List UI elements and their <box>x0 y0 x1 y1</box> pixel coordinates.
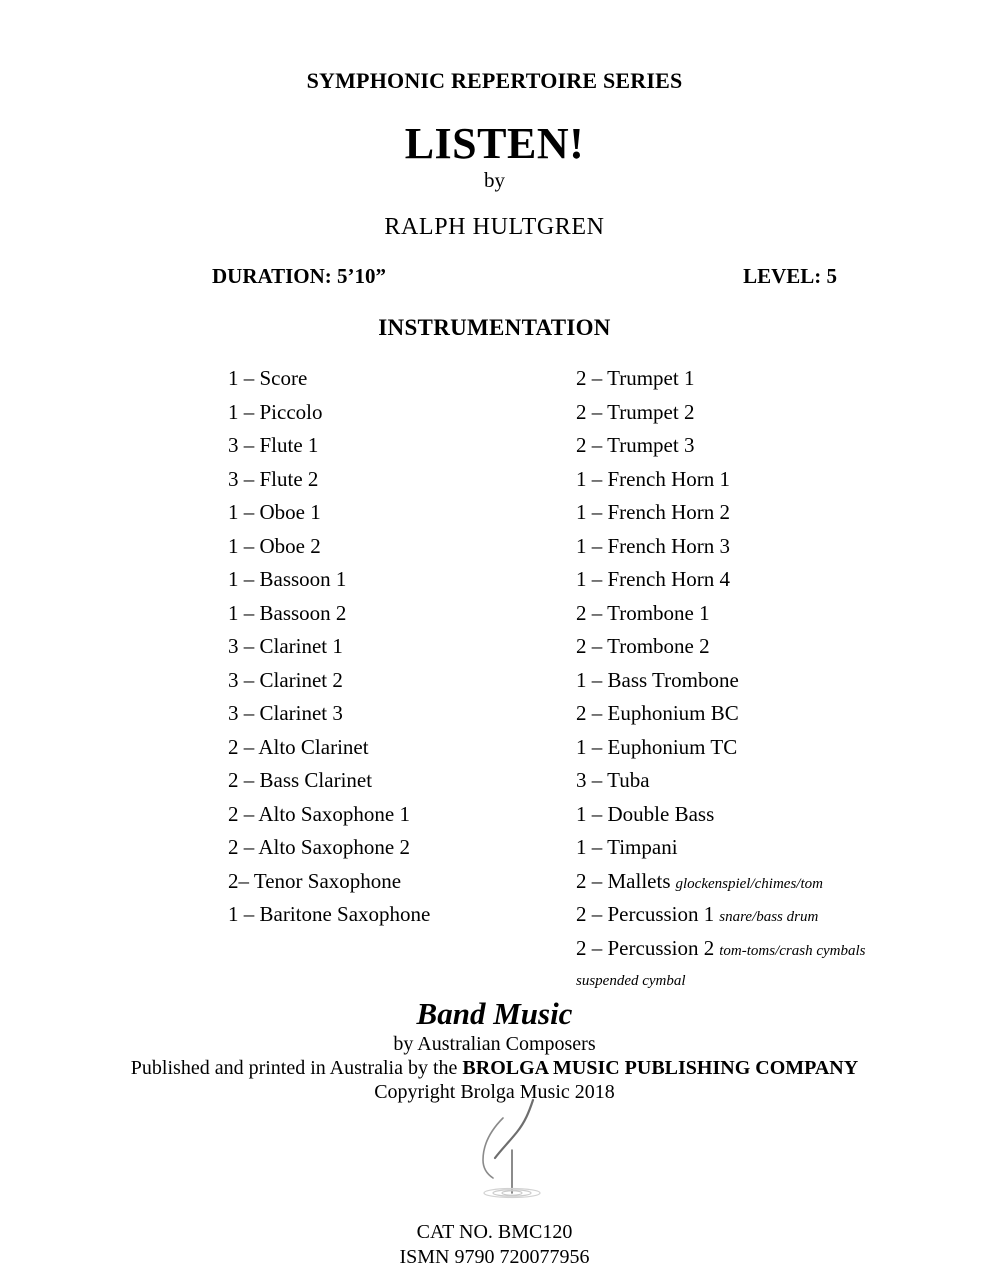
instrument-label: 3 – Flute 1 <box>228 433 319 457</box>
instrument-label: 1 – Timpani <box>576 835 678 859</box>
instrument-detail-note: tom-toms/crash cymbals <box>719 942 866 959</box>
instrument-label: 1 – Bassoon 1 <box>228 567 347 591</box>
series-label: SYMPHONIC REPERTOIRE SERIES <box>306 68 683 93</box>
duration-label: DURATION: 5’10” <box>212 264 387 288</box>
brolga-crane-logo <box>455 1098 565 1203</box>
instrument-label: 1 – Bassoon 2 <box>228 600 347 625</box>
instrument-row <box>228 563 558 597</box>
band-music-title: Band Music <box>416 996 573 1031</box>
instrument-note-row: suspended cymbal <box>576 973 686 989</box>
cat-no: CAT NO. BMC120 <box>416 1221 573 1243</box>
instrument-row <box>576 563 936 597</box>
instrument-label: 1 – Score <box>228 366 308 390</box>
instrument-row <box>576 396 936 430</box>
instrument-row <box>228 463 558 497</box>
instrument-row <box>576 798 936 832</box>
instrument-label: 1 – Euphonium TC <box>576 734 738 759</box>
instrument-row <box>576 697 936 731</box>
catalogue-block <box>0 1220 989 1270</box>
instrument-label: 2 – Trumpet 3 <box>576 433 695 457</box>
instrument-label: 3 – Clarinet 3 <box>228 701 343 725</box>
instrument-label: 1 – Piccolo <box>228 399 323 424</box>
instrument-label: 1 – French Horn 2 <box>576 500 730 524</box>
instrument-label: 2 – Trumpet 2 <box>576 399 695 424</box>
publisher-line <box>0 1056 989 1080</box>
instrument-row <box>228 764 558 798</box>
instrument-label: 3 – Clarinet 2 <box>228 667 343 692</box>
instrument-row <box>228 362 558 396</box>
instrument-row <box>576 630 936 664</box>
publisher-name: BROLGA MUSIC PUBLISHING COMPANY <box>462 1057 859 1079</box>
instrument-label: 1 – French Horn 1 <box>576 466 730 491</box>
instrument-label: 2 – Trombone 1 <box>576 600 710 625</box>
instrumentation-right-column <box>576 362 936 999</box>
instrument-row <box>228 597 558 631</box>
instrument-label: 1 – Baritone Saxophone <box>228 902 431 926</box>
instrument-row <box>228 898 558 932</box>
instrument-row <box>228 865 558 899</box>
duration-level-row <box>212 264 837 289</box>
composer-name: RALPH HULTGREN <box>384 214 605 240</box>
ismn: ISMN 9790 720077956 <box>399 1246 590 1268</box>
instrument-row <box>228 831 558 865</box>
footer-block <box>0 996 989 1104</box>
instrument-row <box>576 530 936 564</box>
instrument-row <box>576 496 936 530</box>
instrument-label: 2 – Euphonium BC <box>576 701 739 725</box>
instrument-row <box>228 664 558 698</box>
instrument-row <box>576 865 936 899</box>
instrument-label: 3 – Tuba <box>576 768 650 792</box>
instrumentation-heading: INSTRUMENTATION <box>378 315 611 340</box>
instrument-label: 2 – Trombone 2 <box>576 634 710 658</box>
instrument-label: 2 – Trumpet 1 <box>576 366 695 390</box>
instrument-detail-note: glockenspiel/chimes/tom <box>675 875 823 892</box>
instrument-label: 1 – Double Bass <box>576 801 715 826</box>
instrument-row <box>228 530 558 564</box>
instrument-label: 2– Tenor Saxophone <box>228 868 402 893</box>
instrument-row <box>576 731 936 765</box>
instrument-row <box>576 463 936 497</box>
instrument-row <box>228 697 558 731</box>
level-label: LEVEL: 5 <box>743 264 837 288</box>
instrument-label: 3 – Clarinet 1 <box>228 634 343 658</box>
instrument-row <box>576 831 936 865</box>
by-word: by <box>484 168 505 192</box>
instrument-label: 1 – Oboe 2 <box>228 533 321 558</box>
instrument-label: 2 – Alto Clarinet <box>228 734 369 759</box>
instrument-label: 3 – Flute 2 <box>228 466 319 491</box>
instrument-row <box>576 597 936 631</box>
instrument-label: 2 – Bass Clarinet <box>228 768 373 792</box>
instrument-row <box>228 731 558 765</box>
instrument-detail-note: snare/bass drum <box>719 909 819 925</box>
instrument-label: 2 – Percussion 2 <box>576 935 715 960</box>
instrument-row <box>228 496 558 530</box>
instrument-row <box>576 429 936 463</box>
instrument-label: 2 – Alto Saxophone 1 <box>228 801 410 826</box>
page-title: LISTEN! <box>404 119 585 168</box>
instrument-label: 2 – Alto Saxophone 2 <box>228 835 410 859</box>
instrument-row <box>576 898 936 932</box>
instrument-row <box>576 664 936 698</box>
by-australian-composers: by Australian Composers <box>393 1033 596 1055</box>
published-prefix: Published and printed in Australia by the <box>130 1057 463 1079</box>
instrument-label: 1 – Oboe 1 <box>228 500 321 524</box>
instrument-label: 1 – French Horn 4 <box>576 567 730 591</box>
instrument-label: 2 – Mallets <box>576 868 671 893</box>
instrument-label: 1 – French Horn 3 <box>576 533 730 558</box>
instrument-row <box>576 764 936 798</box>
instrument-label: 1 – Bass Trombone <box>576 667 739 692</box>
copyright-line: Copyright Brolga Music 2018 <box>374 1081 615 1103</box>
instrument-label: 2 – Percussion 1 <box>576 902 715 926</box>
instrumentation-left-column <box>228 362 558 932</box>
instrument-row <box>228 396 558 430</box>
instrumentation-columns <box>0 362 989 989</box>
instrument-row <box>576 932 936 966</box>
instrument-row <box>228 798 558 832</box>
instrument-row <box>228 429 558 463</box>
instrument-row <box>576 362 936 396</box>
instrument-row <box>228 630 558 664</box>
